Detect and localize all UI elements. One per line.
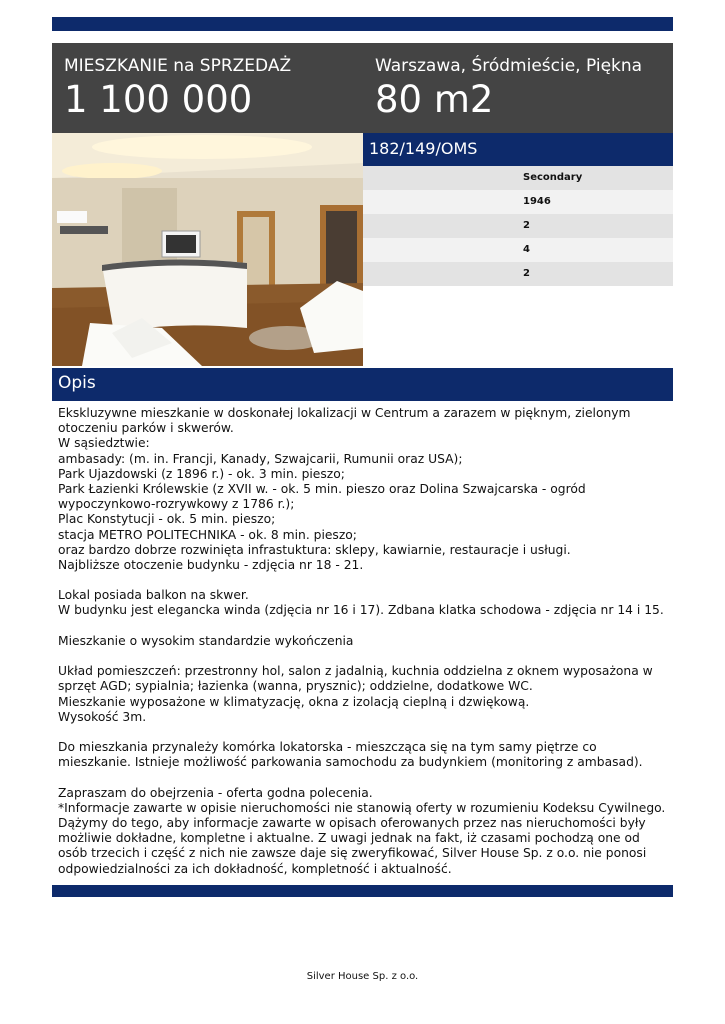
description-line: Do mieszkania przynależy komórka lokatorska - mieszcząca się na tym samy piętrze co: [58, 740, 597, 755]
attribute-row: [363, 262, 673, 286]
description-line: ambasady: (m. in. Francji, Kanady, Szwajcarii, Rumunii oraz USA);: [58, 451, 463, 466]
property-photo: [52, 133, 363, 366]
location-block: [375, 55, 642, 121]
attribute-row: [363, 238, 673, 262]
location: Warszawa, Śródmieście, Piękna: [375, 56, 643, 76]
attributes-table: [363, 166, 673, 286]
description-line: sprzęt AGD; sypialnia; łazienka (wanna, prysznic); oddzielne, dodatkowe WC.: [58, 679, 533, 694]
description-line: otoczeniu parków i skwerów.: [58, 421, 234, 436]
price: 1 100 000: [64, 78, 253, 121]
description-line: Mieszkanie wyposażone w klimatyzację, okna z izolacją cieplną i dzwiękową.: [58, 694, 530, 709]
description-line: możliwie dokładne, kompletne i aktualne. Z uwagi jednak na fakt, iż czasami pochodzą one od: [58, 831, 640, 846]
description-line: Najbliższe otoczenie budynku - zdjęcia nr 18 - 21.: [58, 557, 364, 572]
attribute-value: 1946: [523, 196, 551, 207]
section-title: Opis: [58, 373, 96, 393]
reference-number: 182/149/OMS: [369, 139, 478, 158]
listing-header: [52, 43, 673, 133]
offer-type: MIESZKANIE na SPRZEDAŻ: [64, 56, 292, 76]
attribute-value: Secondary: [523, 172, 583, 183]
footer-company: Silver House Sp. z o.o.: [306, 971, 419, 982]
description-line: Plac Konstytucji - ok. 5 min. pieszo;: [58, 512, 276, 527]
description-line: Park Łazienki Królewskie (z XVII w. - ok. 5 min. pieszo oraz Dolina Szwajcarska - ogród: [58, 481, 586, 496]
description-line: *Informacje zawarte w opisie nieruchomości nie stanowią oferty w rozumieniu Kodeksu Cywilnego.: [58, 800, 666, 815]
description-line: [58, 573, 672, 588]
description-line: W budynku jest elegancka winda (zdjęcia nr 16 i 17). Zdbana klatka schodowa - zdjęcia nr 14 i 15.: [58, 603, 664, 618]
attribute-value: 2: [523, 220, 530, 231]
description-line: Dążymy do tego, aby informacje zawarte w opisach oferowanych przez nas nieruchomości były: [58, 816, 646, 831]
description-line: W sąsiedztwie:: [58, 436, 150, 451]
offer-block: [64, 55, 291, 121]
attribute-row: [363, 166, 673, 190]
top-accent-bar: [52, 17, 673, 31]
description-line: wypoczynkowo-rozrywkowy z 1786 r.);: [58, 497, 295, 512]
description-line: Zapraszam do obejrzenia - oferta godna polecenia.: [58, 785, 373, 800]
description: [58, 406, 672, 877]
description-line: Wysokość 3m.: [58, 709, 147, 724]
description-line: [58, 771, 672, 786]
description-line: Układ pomieszczeń: przestronny hol, salon z jadalnią, kuchnia oddzielna z oknem wyposażona w: [58, 664, 653, 679]
attribute-row: [363, 214, 673, 238]
description-line: stacja METRO POLITECHNIKA - ok. 8 min. pieszo;: [58, 527, 357, 542]
attribute-value: 2: [523, 268, 530, 279]
description-line: [58, 649, 672, 664]
description-line: oraz bardzo dobrze rozwinięta infrastuktura: sklepy, kawiarnie, restauracje i usługi.: [58, 542, 571, 557]
description-line: odpowiedzialności za ich dokładność, kompletność i aktualność.: [58, 861, 452, 876]
description-line: mieszkanie. Istnieje możliwość parkowania samochodu za budynkiem (monitoring z ambasad).: [58, 755, 643, 770]
description-line: [58, 619, 672, 634]
area: 80 m2: [375, 78, 494, 121]
reference-bar: [363, 133, 673, 166]
description-line: osób trzecich i część z nich nie zawsze daje się zweryfikować, Silver House Sp. z o.o. nie ponosi: [58, 846, 647, 861]
attribute-row: [363, 190, 673, 214]
description-line: Ekskluzywne mieszkanie w doskonałej lokalizacji w Centrum a zarazem w pięknym, zielonym: [58, 406, 631, 420]
description-line: Park Ujazdowski (z 1896 r.) - ok. 3 min. pieszo;: [58, 466, 345, 481]
section-title-bar: [52, 368, 673, 401]
attribute-value: 4: [523, 244, 530, 255]
description-line: Mieszkanie o wysokim standardzie wykończenia: [58, 633, 354, 648]
bottom-accent-bar: [52, 885, 673, 897]
description-line: [58, 725, 672, 740]
description-line: Lokal posiada balkon na skwer.: [58, 588, 249, 603]
